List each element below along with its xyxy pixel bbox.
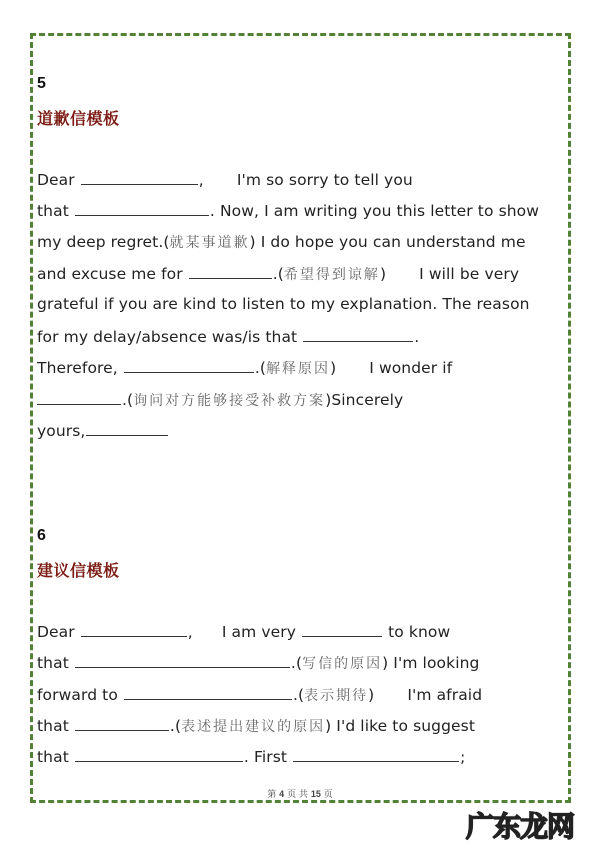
letter-line <box>37 358 452 378</box>
letter-line <box>37 653 479 673</box>
fill-blank[interactable] <box>75 201 209 216</box>
section-number: 5 <box>37 75 46 92</box>
fill-blank[interactable] <box>293 747 459 762</box>
text: .( <box>169 717 182 735</box>
text: . Now, I am writing you this letter to show <box>209 202 540 220</box>
text: .( <box>272 265 284 283</box>
text: forward to <box>37 686 118 704</box>
fill-blank[interactable] <box>86 421 168 436</box>
text: that <box>37 202 69 220</box>
page-total: 15 <box>310 789 321 799</box>
letter-line <box>37 622 450 641</box>
letter-line <box>37 264 519 284</box>
text: Dear <box>37 171 75 189</box>
chinese-hint: 就某事道歉 <box>169 235 250 251</box>
fill-blank[interactable] <box>81 622 187 637</box>
text: )Sincerely <box>325 391 404 409</box>
text: that <box>37 748 69 766</box>
fill-blank[interactable] <box>75 653 290 668</box>
text: ) I'd like to suggest <box>325 717 476 735</box>
text: ) <box>330 359 337 377</box>
text: ) I do hope you can understand me <box>249 233 526 251</box>
page-footer <box>0 787 600 800</box>
text: , <box>187 623 193 641</box>
footer-text: 页 <box>323 790 333 800</box>
letter-line <box>37 685 482 705</box>
text: ) I'm looking <box>382 654 480 672</box>
text: ) <box>379 265 387 283</box>
text: ) <box>368 686 375 704</box>
letter-line <box>37 716 475 736</box>
text: I'm so sorry to tell you <box>236 171 413 189</box>
chinese-hint: 询问对方能够接受补救方案 <box>133 393 326 409</box>
text: to know <box>388 623 451 641</box>
section-title: 建议信模板 <box>37 561 120 580</box>
text: that <box>37 654 69 672</box>
fill-blank[interactable] <box>189 264 272 279</box>
text: for my delay/absence was/is that <box>37 328 298 346</box>
text: grateful if you are kind to listen to my explanation. The reason <box>37 295 530 313</box>
fill-blank[interactable] <box>75 716 169 731</box>
letter-line <box>37 421 169 440</box>
text: . First <box>243 748 288 766</box>
footer-text: 页 共 <box>287 790 308 800</box>
letter-line <box>37 295 530 313</box>
letter-line <box>37 201 539 220</box>
text: . <box>414 328 420 346</box>
watermark-logo: 广东龙网 <box>466 810 575 843</box>
text: I wonder if <box>369 359 453 377</box>
letter-line <box>37 170 413 189</box>
chinese-hint: 希望得到谅解 <box>283 267 380 283</box>
fill-blank[interactable] <box>302 622 382 637</box>
text: I am very <box>221 623 297 641</box>
text: , <box>198 171 204 189</box>
fill-blank[interactable] <box>124 358 254 373</box>
letter-line <box>37 747 465 766</box>
text: yours, <box>37 422 86 440</box>
fill-blank[interactable] <box>37 390 121 405</box>
fill-blank[interactable] <box>81 170 198 185</box>
text: .( <box>254 359 267 377</box>
text: ; <box>460 748 466 766</box>
text: Therefore, <box>37 359 118 377</box>
fill-blank[interactable] <box>124 685 292 700</box>
text: .( <box>122 391 134 409</box>
text: I will be very <box>419 265 520 283</box>
text: .( <box>290 654 303 672</box>
chinese-hint: 写信的原因 <box>302 656 383 672</box>
fill-blank[interactable] <box>303 327 413 342</box>
chinese-hint: 解释原因 <box>266 361 331 377</box>
chinese-hint: 表示期待 <box>304 688 369 704</box>
text: my deep regret.( <box>37 233 170 251</box>
fill-blank[interactable] <box>75 747 243 762</box>
text: Dear <box>37 623 75 641</box>
text: that <box>37 717 69 735</box>
text: .( <box>292 686 305 704</box>
section-number: 6 <box>37 527 46 544</box>
text: I'm afraid <box>407 686 483 704</box>
page-number: 4 <box>279 789 285 799</box>
letter-line <box>37 390 403 410</box>
text: and excuse me for <box>37 265 183 283</box>
letter-line <box>37 232 526 252</box>
letter-line <box>37 327 419 346</box>
footer-text: 第 <box>267 790 277 800</box>
chinese-hint: 表述提出建议的原因 <box>181 719 326 735</box>
section-title: 道歉信模板 <box>37 109 120 128</box>
